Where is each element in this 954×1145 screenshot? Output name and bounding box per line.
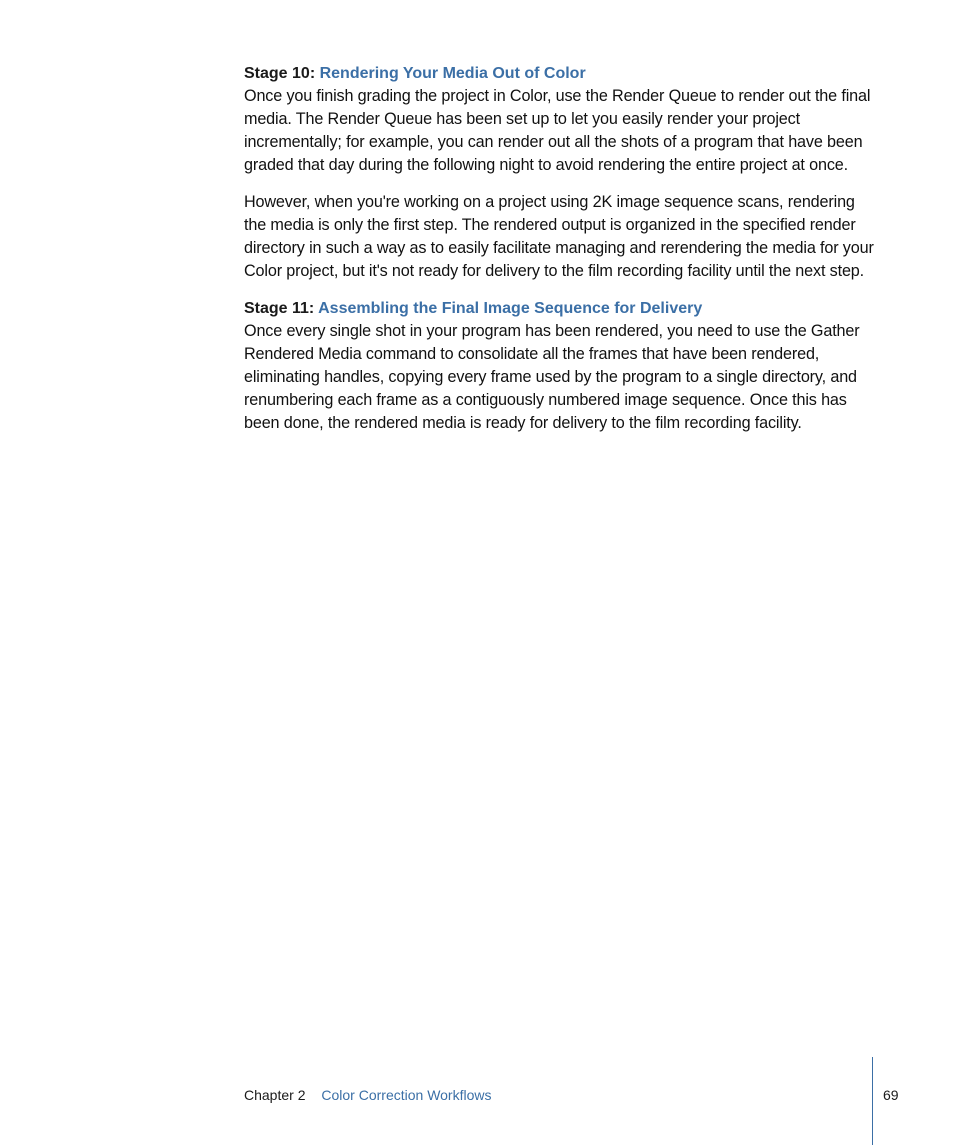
page-content bbox=[244, 62, 880, 435]
stage-11-heading bbox=[244, 297, 880, 320]
stage-10-link[interactable]: Rendering Your Media Out of Color bbox=[319, 65, 586, 82]
footer-chapter-label: Chapter 2 bbox=[244, 1087, 306, 1103]
stage-10-label: Stage 10: bbox=[244, 65, 316, 82]
stage-11-paragraph-1: Once every single shot in your program has been rendered, you need to use the Gather Rendered Media command to consolidate all the frames that have been rendered, eliminating handles, copying every frame used by the program to a single directory, and renumbering each frame as a contiguously numbered image sequence. Once this has been done, the rendered media is ready for delivery to the film recording facility. bbox=[244, 322, 860, 432]
stage-10-paragraph-1: Once you finish grading the project in Color, use the Render Queue to render out the final media. The Render Queue has been set up to let you easily render your project incrementally; for example, you can render out all the shots of a program that have been graded that day during the following night to avoid rendering the entire project at once. bbox=[244, 87, 871, 174]
footer-chapter-title-link[interactable]: Color Correction Workflows bbox=[321, 1087, 492, 1103]
stage-11-link[interactable]: Assembling the Final Image Sequence for Delivery bbox=[318, 300, 703, 317]
stage-10-heading bbox=[244, 62, 880, 85]
stage-10-paragraph-2: However, when you're working on a project using 2K image sequence scans, rendering the media is only the first step. The rendered output is organized in the specified render directory in such a way as to easily facilitate managing and rerendering the media for your Color project, but it's not ready for delivery to the film recording facility until the next step. bbox=[244, 193, 874, 280]
footer-divider bbox=[872, 1057, 873, 1145]
stage-11-label: Stage 11: bbox=[244, 300, 315, 317]
page-number: 69 bbox=[883, 1087, 899, 1103]
page-footer bbox=[244, 1086, 492, 1104]
